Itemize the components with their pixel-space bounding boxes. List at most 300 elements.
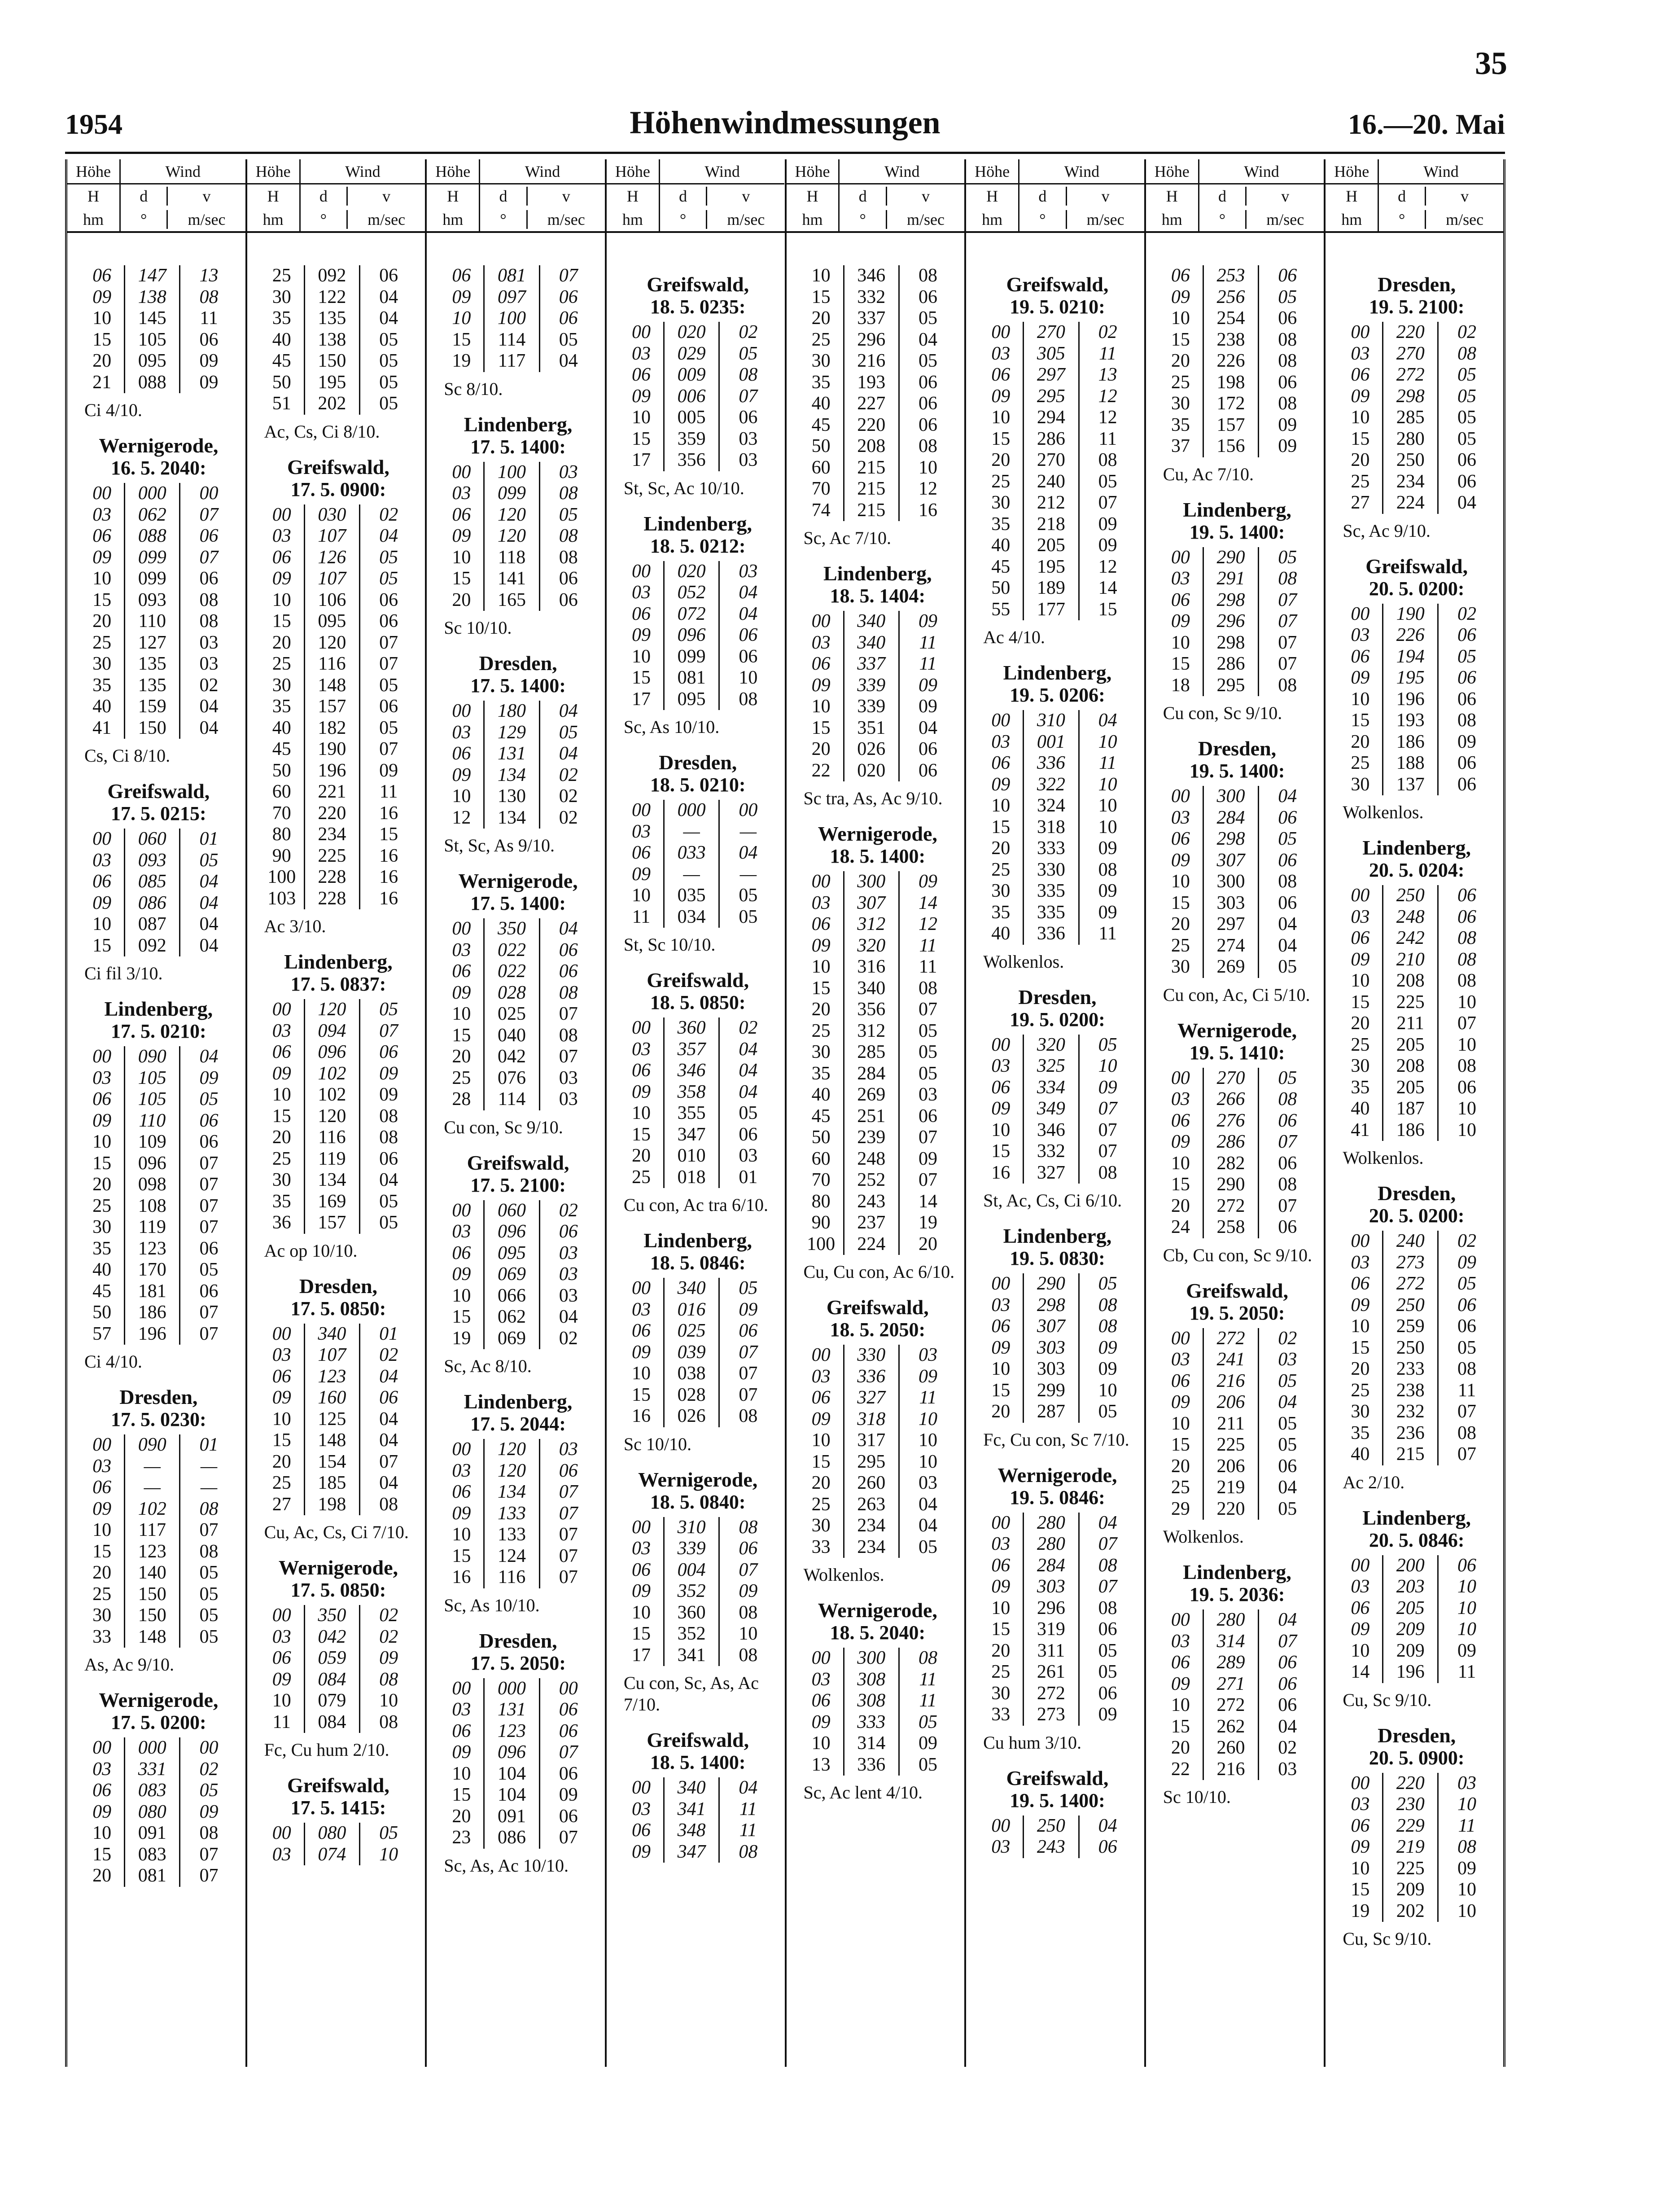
cell-direction: 090: [124, 1434, 180, 1456]
cell-speed: 05: [199, 850, 219, 871]
cell-height: 15: [272, 1430, 291, 1451]
cloud-cover: Sc, Ac 7/10.: [803, 528, 892, 548]
station-block: [1338, 555, 1495, 824]
cell-speed: 11: [739, 1820, 757, 1841]
station-block: [439, 1390, 597, 1616]
cell-height: 15: [272, 1105, 291, 1127]
cell-speed: 03: [559, 1242, 578, 1263]
cell-direction: 134: [483, 807, 540, 829]
cell-height: 03: [1351, 906, 1370, 927]
cloud-cover: Sc 10/10.: [444, 618, 512, 638]
wind-rows: [799, 871, 957, 1255]
cell-height: 30: [991, 492, 1011, 513]
cell-height: 80: [811, 1191, 831, 1212]
cell-height: 03: [1171, 807, 1190, 828]
cell-height: 25: [1351, 753, 1370, 773]
cell-direction: 295: [1023, 386, 1079, 408]
station-name: Lindenberg,: [1183, 1561, 1291, 1583]
cell-speed: 05: [739, 1103, 758, 1123]
cell-speed: 09: [1278, 414, 1297, 435]
cell-direction: 253: [1203, 265, 1259, 287]
cell-speed: 06: [1457, 625, 1477, 645]
cell-height: 17: [631, 450, 651, 470]
cell-speed: 04: [379, 1366, 398, 1387]
header-v: v: [922, 187, 930, 205]
cell-direction: 311: [1023, 1640, 1079, 1662]
cell-direction: 020: [663, 322, 720, 343]
cloud-cover: Cu con, Sc 9/10.: [1163, 703, 1282, 723]
cell-height: 00: [631, 1017, 651, 1038]
cloud-cover: Cu hum 3/10.: [983, 1732, 1082, 1753]
cell-height: 18: [1171, 675, 1190, 696]
cell-speed: 09: [919, 675, 937, 696]
cell-height: 10: [1171, 1695, 1190, 1715]
cloud-cover: Sc, As, Ac 10/10.: [444, 1855, 569, 1876]
cell-speed: 04: [1278, 1609, 1297, 1630]
cell-direction: 096: [483, 1742, 540, 1763]
wind-rows: [979, 1035, 1136, 1184]
station-block: [1338, 1182, 1495, 1493]
cell-height: 10: [811, 696, 831, 717]
cell-speed: 08: [379, 1127, 398, 1148]
cell-height: 03: [991, 343, 1011, 364]
cell-direction: 022: [483, 940, 540, 961]
cell-speed: 06: [739, 1538, 758, 1559]
cell-height: 03: [811, 632, 831, 653]
cell-speed: 05: [919, 1536, 937, 1557]
cell-height: 10: [1171, 632, 1190, 653]
cell-height: 06: [1171, 1110, 1190, 1131]
cloud-cover: Wolkenlos.: [983, 951, 1064, 972]
cell-height: 06: [991, 753, 1011, 773]
cell-height: 10: [631, 885, 651, 906]
cell-speed: 13: [1098, 364, 1117, 385]
header-year: 1954: [65, 108, 122, 140]
wind-rows: [439, 701, 597, 829]
cell-direction: 339: [663, 1538, 720, 1560]
cell-height: 33: [811, 1536, 831, 1557]
station-block: [619, 1229, 777, 1455]
cell-direction: 137: [1382, 774, 1439, 796]
cell-direction: 298: [1203, 632, 1259, 654]
cell-speed: 05: [1278, 1370, 1297, 1391]
cell-direction: 069: [483, 1264, 540, 1285]
cell-direction: 303: [1023, 1576, 1079, 1598]
cell-height: 10: [452, 1524, 471, 1545]
station-date-time: 20. 5. 0200:: [1369, 577, 1465, 600]
cell-height: 20: [991, 1401, 1011, 1422]
cell-speed: 08: [1278, 393, 1297, 414]
cell-direction: 233: [1382, 1359, 1439, 1380]
cell-direction: 072: [663, 604, 720, 625]
cell-speed: 08: [1457, 1837, 1477, 1857]
cell-direction: 305: [1023, 343, 1079, 365]
cell-direction: 319: [1023, 1619, 1079, 1640]
cell-height: 45: [92, 1280, 112, 1302]
cell-direction: 096: [124, 1153, 180, 1175]
cell-direction: 107: [304, 568, 360, 590]
cell-direction: 010: [663, 1145, 720, 1167]
cell-speed: 08: [1457, 1056, 1477, 1076]
cloud-cover: Cs, Ci 8/10.: [84, 745, 171, 766]
cell-speed: 09: [1278, 436, 1297, 456]
cell-direction: 297: [1203, 914, 1259, 935]
cell-speed: 07: [739, 1363, 758, 1384]
cell-direction: 273: [1382, 1252, 1439, 1274]
cell-speed: 05: [199, 1780, 219, 1801]
header-wind: Wind: [480, 159, 605, 184]
cell-height: 20: [1171, 1195, 1190, 1216]
cell-direction: 227: [843, 393, 900, 415]
cell-direction: 320: [843, 935, 900, 957]
station-block: [799, 1296, 957, 1586]
cell-speed: 06: [199, 329, 219, 350]
cell-speed: 04: [1278, 935, 1297, 956]
cell-direction: 208: [1382, 1056, 1439, 1077]
cell-height: 30: [811, 351, 831, 371]
cell-height: 45: [811, 414, 831, 435]
cell-height: 10: [272, 1084, 291, 1105]
cell-direction: 225: [1382, 1858, 1439, 1880]
header-h: H: [787, 184, 840, 208]
cell-height: 15: [92, 1844, 112, 1865]
cell-direction: 096: [304, 1042, 360, 1063]
cell-speed: 05: [379, 329, 398, 350]
cell-direction: 170: [124, 1259, 180, 1281]
station-date-time: 19. 5. 2036:: [1189, 1583, 1285, 1605]
cell-direction: 286: [1203, 653, 1259, 675]
wind-rows: [439, 1200, 597, 1350]
cell-height: 00: [991, 1815, 1011, 1836]
wind-rows: [1159, 265, 1316, 457]
column-body: [67, 233, 245, 1887]
cell-direction: 341: [663, 1799, 720, 1820]
cell-height: 10: [1171, 1413, 1190, 1434]
cell-direction: 186: [124, 1302, 180, 1324]
cell-direction: 314: [843, 1733, 900, 1754]
cell-direction: 212: [1023, 492, 1079, 514]
cell-direction: 020: [843, 760, 900, 782]
cell-speed: 04: [379, 308, 398, 329]
cell-speed: 05: [379, 1212, 398, 1233]
cell-height: 15: [92, 329, 112, 350]
cell-speed: 04: [739, 582, 758, 603]
station-block: [260, 456, 417, 938]
cell-height: 30: [92, 653, 112, 674]
cell-speed: 10: [919, 457, 937, 478]
cell-direction: 117: [483, 351, 540, 372]
cell-height: 10: [811, 1430, 831, 1451]
cell-height: 00: [1351, 1555, 1370, 1576]
cell-height: 20: [811, 739, 831, 759]
wind-rows: [1338, 604, 1495, 796]
cell-height: 25: [272, 1148, 291, 1169]
cell-direction: 351: [843, 718, 900, 739]
station-block: [1338, 837, 1495, 1169]
cell-speed: 05: [1457, 428, 1477, 449]
cell-direction: 009: [663, 364, 720, 386]
cell-height: 15: [811, 286, 831, 307]
cell-direction: 280: [1203, 1609, 1259, 1631]
header-units: [121, 208, 245, 231]
cell-direction: 100: [483, 462, 540, 483]
cell-direction: 295: [843, 1452, 900, 1473]
station-block: [80, 780, 237, 984]
cell-direction: 087: [124, 914, 180, 935]
station-block: [260, 1557, 417, 1761]
cell-direction: 117: [124, 1520, 180, 1541]
header-hm: hm: [607, 208, 660, 231]
cell-speed: 04: [1278, 1477, 1297, 1498]
cloud-cover: Sc, As 10/10.: [623, 717, 720, 737]
cell-direction: 270: [1203, 1068, 1259, 1089]
cell-direction: 127: [124, 632, 180, 654]
cell-speed: 06: [1098, 1683, 1117, 1704]
cell-speed: 05: [559, 722, 578, 743]
cell-speed: 08: [739, 1406, 758, 1426]
cell-direction: 215: [843, 500, 900, 522]
cell-height: 00: [92, 1046, 112, 1067]
cell-height: 35: [1351, 1422, 1370, 1443]
cell-speed: 05: [739, 906, 758, 927]
cell-direction: 290: [1203, 1174, 1259, 1196]
cell-speed: 09: [199, 1801, 219, 1822]
cell-height: 06: [452, 504, 471, 525]
cell-speed: 06: [559, 1460, 578, 1481]
cell-direction: 307: [1203, 850, 1259, 872]
cell-speed: 00: [199, 1737, 219, 1758]
cell-height: 10: [631, 646, 651, 667]
cell-direction: 124: [483, 1546, 540, 1567]
cell-height: 00: [631, 1278, 651, 1298]
cell-height: 06: [631, 1559, 651, 1580]
cell-height: 00: [991, 1512, 1011, 1533]
station-block: [799, 1599, 957, 1803]
station-date-time: 17. 5. 2050:: [470, 1652, 566, 1674]
cell-speed: 10: [1457, 1119, 1477, 1140]
cell-direction: 333: [843, 1712, 900, 1733]
cell-speed: 20: [919, 1233, 937, 1254]
cell-speed: 08: [739, 1517, 758, 1538]
cell-height: 09: [272, 1669, 291, 1690]
cell-direction: 093: [124, 850, 180, 872]
cell-direction: 242: [1382, 928, 1439, 949]
cell-speed: 06: [1278, 1652, 1297, 1673]
header-deg: °: [1019, 210, 1067, 229]
cell-height: 06: [631, 1820, 651, 1841]
cell-speed: 05: [1278, 956, 1297, 977]
cell-direction: 123: [124, 1541, 180, 1563]
station-name: Lindenberg,: [104, 997, 213, 1020]
station-date-time: 20. 5. 0204:: [1369, 859, 1465, 881]
cell-direction: 038: [663, 1363, 720, 1385]
cell-direction: 088: [124, 526, 180, 547]
cell-speed: 09: [1098, 838, 1117, 859]
header-d: d: [840, 187, 887, 206]
cell-height: 40: [811, 1084, 831, 1105]
cell-height: 03: [991, 1837, 1011, 1857]
cell-speed: 06: [379, 1387, 398, 1408]
cell-direction: 285: [1382, 407, 1439, 429]
header-d-v: [480, 184, 605, 208]
cell-direction: 280: [1023, 1534, 1079, 1555]
wind-rows: [439, 265, 597, 372]
station-block: [80, 265, 237, 421]
cell-height: 20: [1351, 1013, 1370, 1034]
cell-speed: 03: [559, 1067, 578, 1088]
header-deg: °: [840, 210, 887, 229]
station-name: Lindenberg,: [1362, 1506, 1471, 1529]
cell-speed: 10: [1457, 1900, 1477, 1921]
cell-height: 20: [92, 1562, 112, 1583]
cell-height: 10: [1171, 1153, 1190, 1174]
cell-height: 09: [452, 982, 471, 1003]
cell-direction: 026: [663, 1406, 720, 1427]
cell-direction: 336: [1023, 923, 1079, 945]
cell-speed: 04: [379, 1408, 398, 1430]
cell-speed: 09: [379, 1648, 398, 1668]
cell-direction: 228: [304, 888, 360, 910]
cell-speed: 06: [379, 1042, 398, 1062]
station-block: [619, 273, 777, 499]
station-block: [260, 1774, 417, 1865]
cell-height: 20: [1171, 1737, 1190, 1758]
cell-speed: 09: [919, 871, 937, 892]
cell-height: 09: [811, 935, 831, 956]
cell-speed: 08: [199, 1541, 219, 1562]
cell-direction: 189: [1023, 578, 1079, 599]
station-block: [80, 998, 237, 1373]
cell-speed: 06: [1457, 885, 1477, 906]
cell-speed: 06: [1278, 1110, 1297, 1131]
cell-direction: 272: [1203, 1196, 1259, 1217]
cell-speed: 06: [739, 625, 758, 645]
cell-speed: 10: [1098, 795, 1117, 816]
table-column-7: [1146, 159, 1326, 2067]
cell-height: 20: [452, 589, 471, 610]
station-date-time: 19. 5. 1400:: [1189, 760, 1285, 782]
cell-speed: 04: [739, 1060, 758, 1081]
cell-height: 55: [991, 599, 1011, 620]
cell-speed: 03: [919, 1345, 937, 1365]
station-block: [439, 413, 597, 639]
cell-direction: 225: [1203, 1434, 1259, 1456]
cell-speed: 15: [379, 824, 398, 845]
cell-direction: 230: [1382, 1794, 1439, 1815]
header-deg: °: [1379, 210, 1426, 229]
cell-direction: 110: [124, 1110, 180, 1132]
cell-height: 09: [452, 1742, 471, 1763]
cell-height: 00: [1351, 322, 1370, 342]
cell-speed: 03: [919, 1084, 937, 1105]
header-msec: m/sec: [1086, 210, 1124, 228]
cell-direction: 042: [304, 1627, 360, 1648]
cell-height: 09: [452, 1503, 471, 1524]
cell-speed: 07: [199, 1302, 219, 1323]
cell-speed: 05: [739, 1278, 758, 1298]
cell-direction: 300: [843, 871, 900, 893]
wind-rows: [1338, 1231, 1495, 1465]
cell-speed: 05: [379, 717, 398, 738]
cell-speed: 04: [1278, 1392, 1297, 1412]
station-date-time: 17. 5. 0850:: [290, 1297, 386, 1320]
cell-direction: 282: [1203, 1153, 1259, 1175]
cell-height: 30: [1351, 1401, 1370, 1422]
header-units: [1379, 208, 1503, 231]
header-d-v: [1019, 184, 1144, 208]
cell-height: 15: [631, 428, 651, 449]
station-name: Lindenberg,: [1183, 498, 1291, 521]
page-header: [65, 105, 1505, 148]
cell-direction: 347: [663, 1124, 720, 1146]
cell-height: 06: [452, 961, 471, 982]
cell-direction: 092: [124, 935, 180, 957]
cell-direction: 228: [304, 867, 360, 888]
cell-direction: 216: [1203, 1759, 1259, 1780]
cell-height: 15: [452, 1307, 471, 1327]
cell-height: 00: [631, 1517, 651, 1538]
cell-height: 09: [811, 1711, 831, 1732]
cell-speed: —: [739, 864, 757, 885]
cell-height: 25: [92, 1583, 112, 1605]
cell-direction: 350: [483, 918, 540, 940]
cell-speed: 02: [559, 807, 578, 828]
station-block: [979, 273, 1136, 648]
cell-height: 25: [991, 1662, 1011, 1682]
cell-height: 00: [452, 1200, 471, 1221]
cell-direction: 066: [483, 1285, 540, 1307]
cell-speed: 03: [559, 1264, 578, 1285]
cell-direction: 250: [1382, 450, 1439, 471]
cell-speed: 07: [1098, 1119, 1117, 1140]
cell-height: 06: [452, 1720, 471, 1741]
cell-direction: 195: [1382, 667, 1439, 689]
cell-direction: 325: [1023, 1056, 1079, 1077]
cell-direction: 276: [1203, 1110, 1259, 1132]
cell-speed: 08: [739, 1841, 758, 1862]
cell-direction: 157: [304, 1212, 360, 1234]
cell-height: 50: [811, 436, 831, 456]
header-h: H: [607, 184, 660, 208]
cell-speed: 06: [1457, 471, 1477, 492]
cell-height: 20: [991, 838, 1011, 859]
cell-height: 09: [631, 1841, 651, 1862]
station-date-time: 18. 5. 0212:: [650, 535, 746, 557]
cell-speed: 06: [559, 939, 578, 960]
cloud-cover: St, Sc, Ac 10/10.: [623, 478, 744, 498]
cell-height: 15: [452, 329, 471, 350]
cell-height: 50: [811, 1127, 831, 1148]
cell-speed: 04: [1098, 710, 1117, 731]
cell-height: 25: [92, 632, 112, 653]
cell-height: 00: [991, 322, 1011, 342]
cell-speed: 03: [559, 1285, 578, 1306]
cell-speed: 04: [379, 286, 398, 307]
cell-height: 15: [811, 717, 831, 738]
cell-direction: 148: [304, 1430, 360, 1452]
cell-direction: 190: [304, 739, 360, 760]
cell-height: 40: [1351, 1444, 1370, 1465]
cell-direction: 220: [1203, 1499, 1259, 1520]
cell-direction: 210: [1382, 949, 1439, 971]
station-block: [619, 1729, 777, 1863]
cell-speed: 06: [1457, 906, 1477, 927]
cell-speed: 10: [1098, 1056, 1117, 1076]
cell-speed: 05: [379, 351, 398, 371]
cell-speed: 03: [1278, 1349, 1297, 1370]
cell-direction: 225: [1382, 992, 1439, 1013]
header-deg: °: [480, 210, 527, 229]
